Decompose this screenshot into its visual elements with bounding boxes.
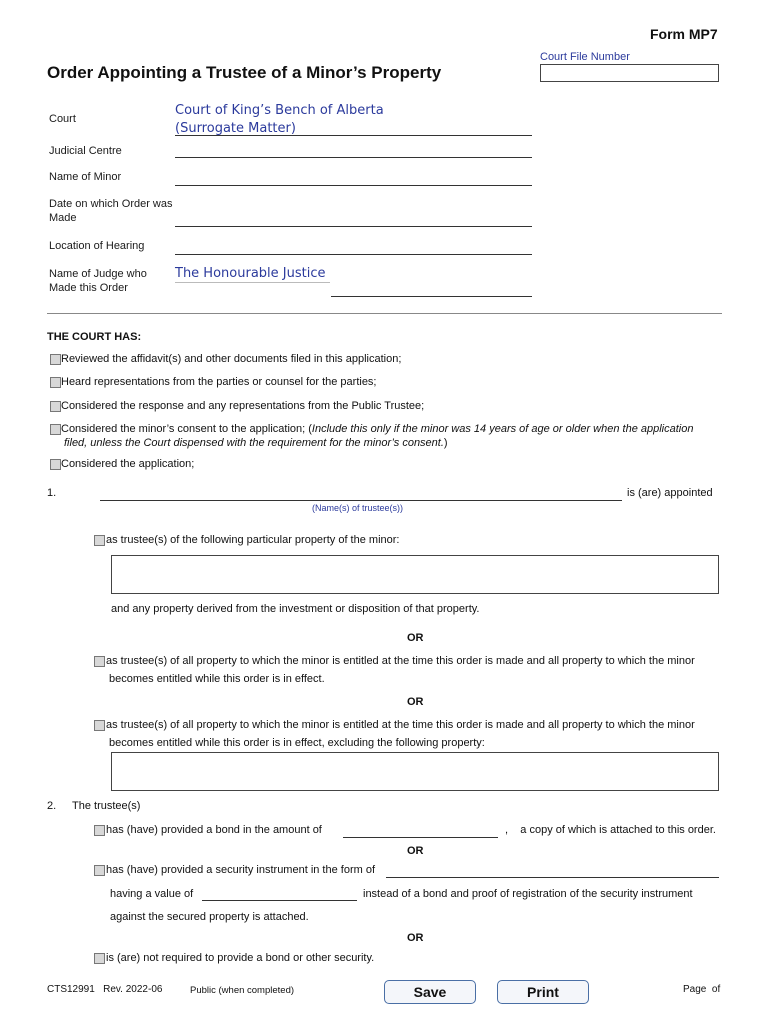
bond-copy-text: , a copy of which is attached to this order. [505, 824, 716, 836]
page-number: Page of [683, 984, 721, 995]
date-label-line1: Date on which Order was [49, 198, 173, 210]
checkbox-option-excluding[interactable] [94, 720, 105, 731]
or-divider-2: OR [407, 696, 424, 708]
bond-amount-field[interactable] [343, 837, 498, 838]
or-divider-4: OR [407, 932, 424, 944]
date-label-line2: Made [49, 212, 77, 224]
item-considered-application: Considered the application; [61, 458, 195, 470]
checkbox-option-particular[interactable] [94, 535, 105, 546]
excluded-property-field[interactable] [111, 752, 719, 791]
checkbox-security[interactable] [94, 865, 105, 876]
checkbox-not-required[interactable] [94, 953, 105, 964]
or-divider-1: OR [407, 632, 424, 644]
court-file-number-field[interactable] [540, 64, 719, 82]
option-particular-after: and any property derived from the investment or disposition of that property. [111, 603, 480, 615]
item-heard: Heard representations from the parties or counsel for the parties; [61, 376, 377, 388]
item-considered-response: Considered the response and any representations from the Public Trustee; [61, 400, 425, 412]
or-divider-3: OR [407, 845, 424, 857]
bond-text: has (have) provided a bond in the amount of [106, 824, 322, 836]
checkbox-option-all[interactable] [94, 656, 105, 667]
court-value-line1: Court of King’s Bench of Alberta [175, 103, 384, 118]
having-value-text: having a value of [110, 888, 194, 900]
section2-number: 2. [47, 800, 57, 812]
judicial-centre-field[interactable] [175, 157, 532, 158]
trustee-caption: (Name(s) of trustee(s)) [312, 503, 404, 513]
print-button[interactable]: Print [497, 980, 589, 1004]
checkbox-considered-application[interactable] [50, 459, 61, 470]
option-all-line1: as trustee(s) of all property to which the minor is entitled at the time this order is made and all property to which the minor [106, 655, 695, 667]
form-code: CTS12991 Rev. 2022-06 [47, 984, 163, 995]
security-text: has (have) provided a security instrument in the form of [106, 864, 376, 876]
checkbox-minor-consent[interactable] [50, 424, 61, 435]
not-required-text: is (are) not required to provide a bond or other security. [106, 952, 375, 964]
security-form-field[interactable] [386, 877, 719, 878]
judge-name-field[interactable] [331, 296, 532, 297]
item-minor-consent-plain: Considered the minor’s consent to the application; ( [61, 423, 312, 435]
location-field[interactable] [175, 254, 532, 255]
court-has-heading: THE COURT HAS: [47, 331, 142, 343]
item-minor-consent-close: ) [443, 437, 448, 449]
appointed-text: is (are) appointed [627, 487, 713, 499]
judge-label-line1: Name of Judge who [49, 268, 147, 280]
page-title: Order Appointing a Trustee of a Minor’s Property [47, 63, 442, 82]
instead-text: instead of a bond and proof of registration of the security instrument [363, 888, 693, 900]
section1-number: 1. [47, 487, 57, 499]
section2-intro: The trustee(s) [72, 800, 141, 812]
option-particular-text: as trustee(s) of the following particular property of the minor: [106, 534, 400, 546]
court-value-line2: (Surrogate Matter) [175, 121, 296, 136]
against-text: against the secured property is attached. [110, 911, 309, 923]
name-of-minor-label: Name of Minor [49, 171, 122, 183]
judge-value: The Honourable Justice [175, 266, 326, 281]
name-of-minor-field[interactable] [175, 185, 532, 186]
judicial-centre-label: Judicial Centre [49, 145, 122, 157]
checkbox-reviewed[interactable] [50, 354, 61, 365]
section-divider [47, 313, 722, 314]
checkbox-heard[interactable] [50, 377, 61, 388]
checkbox-considered-response[interactable] [50, 401, 61, 412]
option-excluding-line1: as trustee(s) of all property to which the minor is entitled at the time this order is made and all property to which the minor [106, 719, 695, 731]
item-minor-consent-note2: filed, unless the Court dispensed with the requirement for the minor’s consent. [64, 437, 444, 449]
particular-property-field[interactable] [111, 555, 719, 594]
judge-prefix-line [175, 282, 330, 283]
judge-label-line2: Made this Order [49, 282, 128, 294]
public-note: Public (when completed) [190, 985, 295, 996]
option-all-line2: becomes entitled while this order is in effect. [109, 673, 325, 685]
checkbox-bond[interactable] [94, 825, 105, 836]
item-reviewed: Reviewed the affidavit(s) and other documents filed in this application; [61, 353, 402, 365]
security-value-field[interactable] [202, 900, 357, 901]
item-minor-consent [61, 423, 693, 435]
item-minor-consent-line2 [64, 437, 448, 449]
trustee-name-field[interactable] [100, 500, 622, 501]
form-id: Form MP7 [650, 26, 718, 42]
court-file-label: Court File Number [540, 51, 630, 63]
option-excluding-line2: becomes entitled while this order is in effect, excluding the following property: [109, 737, 485, 749]
date-field[interactable] [175, 226, 532, 227]
court-label: Court [49, 113, 76, 125]
item-minor-consent-note1: Include this only if the minor was 14 years of age or older when the application [311, 423, 694, 435]
court-line [175, 135, 532, 136]
location-label: Location of Hearing [49, 240, 145, 252]
save-button[interactable]: Save [384, 980, 476, 1004]
